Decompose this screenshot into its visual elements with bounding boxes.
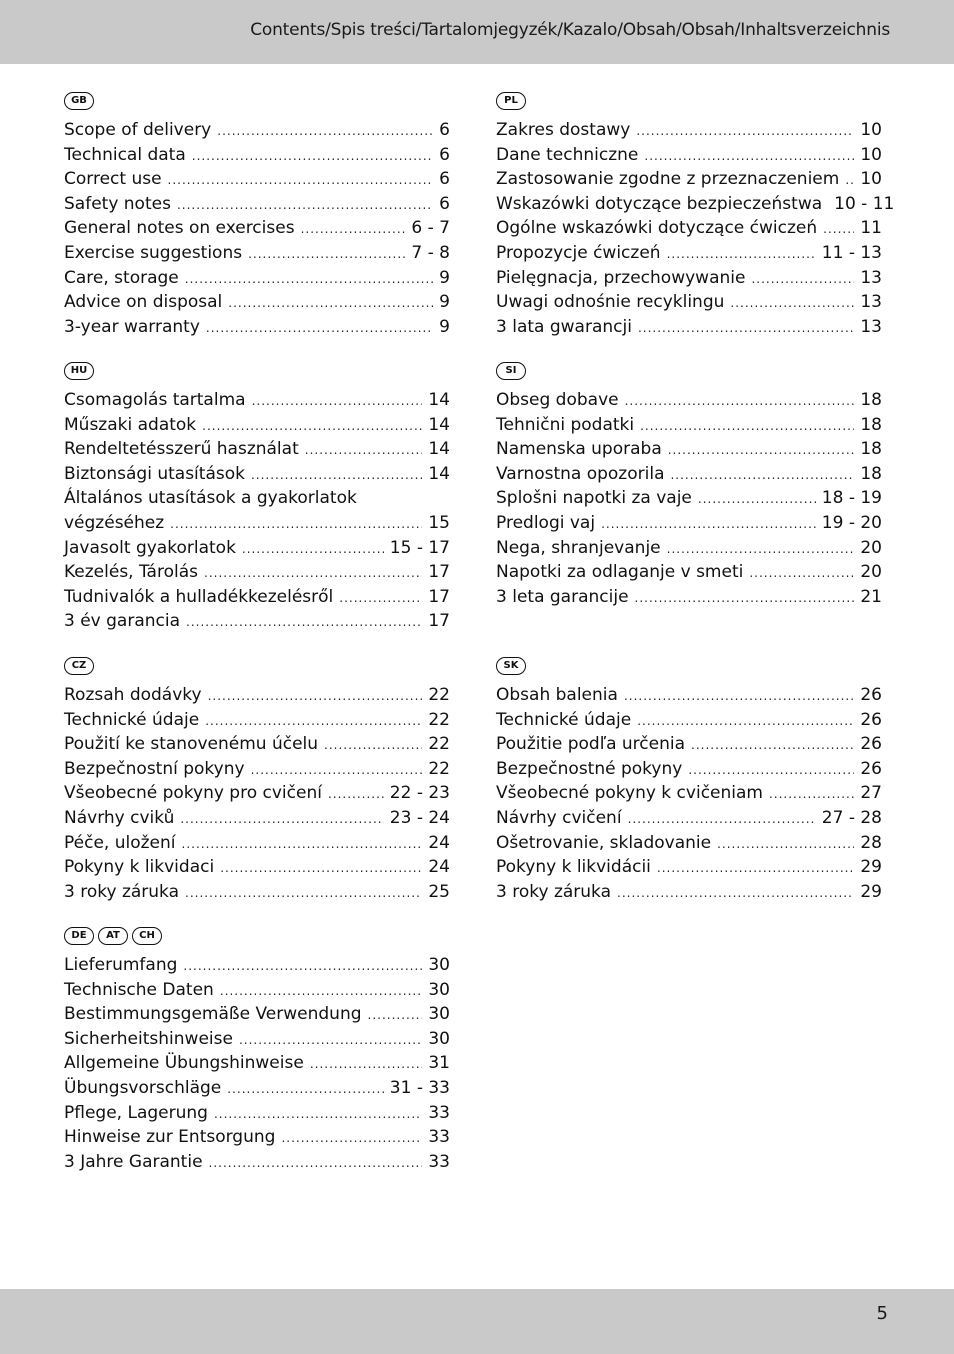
language-badge: PL xyxy=(496,92,526,110)
toc-entry-page: 9 xyxy=(439,267,450,288)
toc-entry-label: 3 roky záruka xyxy=(496,881,612,902)
toc-entry-page: 30 xyxy=(428,1028,450,1049)
toc-entry-page: 20 xyxy=(860,537,882,558)
toc-entry xyxy=(64,194,450,219)
toc-list xyxy=(64,955,450,1176)
toc-entry xyxy=(64,1152,450,1177)
toc-entry xyxy=(496,783,882,808)
toc-entry xyxy=(496,145,882,170)
toc-entry xyxy=(496,464,882,489)
toc-list xyxy=(496,685,882,906)
toc-entry-page: 27 - 28 xyxy=(821,807,882,828)
toc-entry-label: Általános utasítások a gyakorlatok xyxy=(64,488,357,509)
toc-entry-label: Péče, uložení xyxy=(64,832,176,853)
dot-leader xyxy=(170,517,422,531)
toc-entry-page: 26 xyxy=(860,758,882,779)
toc-entry-label: Návrhy cvičení xyxy=(496,807,622,828)
dot-leader xyxy=(183,959,422,973)
toc-entry-page: 28 xyxy=(860,832,882,853)
toc-entry xyxy=(496,857,882,882)
page-number: 5 xyxy=(876,1303,888,1324)
dot-leader xyxy=(220,984,423,998)
toc-entry-page: 30 xyxy=(428,1004,450,1025)
toc-entry-label: Allgemeine Übungshinweise xyxy=(64,1053,304,1074)
language-badge: AT xyxy=(98,927,128,945)
dot-leader xyxy=(617,886,854,900)
toc-entry-page: 27 xyxy=(860,783,882,804)
language-badge: HU xyxy=(64,362,94,380)
toc-entry-label: General notes on exercises xyxy=(64,218,295,239)
dot-leader xyxy=(635,591,855,605)
dot-leader xyxy=(670,468,854,482)
toc-entry-label: Technische Daten xyxy=(64,979,214,1000)
toc-entry-label: Bestimmungsgemäße Verwendung xyxy=(64,1004,362,1025)
dot-leader xyxy=(251,468,422,482)
toc-entry-page: 18 xyxy=(860,463,882,484)
toc-entry xyxy=(496,587,882,612)
toc-entry xyxy=(496,833,882,858)
toc-entry-label: Obseg dobave xyxy=(496,390,619,410)
dot-leader xyxy=(640,419,854,433)
dot-leader xyxy=(638,321,854,335)
toc-entry-label: Varnostna opozorila xyxy=(496,463,665,484)
dot-leader xyxy=(180,812,383,826)
dot-leader xyxy=(185,886,422,900)
dot-leader xyxy=(239,1033,422,1047)
toc-entry xyxy=(496,685,882,710)
dot-leader xyxy=(228,296,433,310)
toc-entry-label: Všeobecné pokyny pro cvičení xyxy=(64,783,322,804)
toc-entry-page: 14 xyxy=(428,463,450,484)
toc-list xyxy=(496,120,895,341)
toc-entry-label: 3 leta garancije xyxy=(496,586,629,607)
toc-entry-page: 26 xyxy=(860,734,882,755)
toc-entry-label: Correct use xyxy=(64,169,162,190)
toc-entry-page: 29 xyxy=(860,857,882,878)
toc-entry-label: Pokyny k likvidaci xyxy=(64,857,215,878)
toc-entry-page: 13 xyxy=(860,292,882,313)
section-si xyxy=(496,362,882,611)
dot-leader xyxy=(636,124,854,138)
dot-leader xyxy=(601,517,816,531)
toc-entry-page: 25 xyxy=(428,881,450,902)
toc-entry-label: Zastosowanie zgodne z przeznaczeniem xyxy=(496,169,840,190)
toc-entry-page: 22 xyxy=(428,709,450,730)
toc-entry-label: végzéséhez xyxy=(64,512,165,533)
toc-entry-label: Technické údaje xyxy=(496,709,632,730)
dot-leader xyxy=(698,492,816,506)
toc-entry-page: 20 xyxy=(860,562,882,583)
toc-entry xyxy=(496,759,882,784)
toc-entry-page: 7 - 8 xyxy=(411,242,450,263)
toc-list xyxy=(64,120,450,341)
toc-entry xyxy=(64,882,450,907)
toc-entry xyxy=(496,268,882,293)
toc-entry-label: Použitie podľa určenia xyxy=(496,734,686,755)
toc-entry-label: Pokyny k likvidácii xyxy=(496,857,651,878)
toc-entry xyxy=(64,145,450,170)
toc-entry xyxy=(64,1103,450,1128)
toc-entry xyxy=(496,292,882,317)
section-gb xyxy=(64,92,450,341)
toc-entry-page: 6 - 7 xyxy=(411,218,450,239)
language-badge: CZ xyxy=(64,657,94,675)
toc-entry-page: 18 - 19 xyxy=(821,488,882,509)
toc-entry-label: Návrhy cviků xyxy=(64,807,175,828)
toc-entry xyxy=(496,218,882,243)
dot-leader xyxy=(769,787,854,801)
toc-entry-page: 30 xyxy=(428,955,450,975)
dot-leader xyxy=(637,714,854,728)
toc-entry xyxy=(64,464,450,489)
toc-entry-label: Kezelés, Tárolás xyxy=(64,562,198,583)
toc-entry-page: 22 xyxy=(428,685,450,705)
toc-entry xyxy=(496,415,882,440)
toc-entry-page: 15 - 17 xyxy=(389,537,450,558)
dot-leader xyxy=(186,615,422,629)
toc-entry xyxy=(64,759,450,784)
toc-entry-page: 21 xyxy=(860,586,882,607)
toc-entry xyxy=(64,1029,450,1054)
toc-entry-label: Použití ke stanovenému účelu xyxy=(64,734,319,755)
toc-entry-label: Hinweise zur Entsorgung xyxy=(64,1127,276,1148)
dot-leader xyxy=(328,787,384,801)
dot-leader xyxy=(644,149,854,163)
toc-entry-label: Lieferumfang xyxy=(64,955,178,975)
page-title: Contents/Spis treści/Tartalomjegyzék/Kazalo/Obsah/Obsah/Inhaltsverzeichnis xyxy=(250,20,890,40)
toc-entry xyxy=(64,955,450,980)
language-badges xyxy=(496,657,882,679)
toc-entry xyxy=(64,857,450,882)
toc-entry-page: 22 - 23 xyxy=(389,783,450,804)
toc-entry-label: Všeobecné pokyny k cvičeniam xyxy=(496,783,763,804)
language-badges xyxy=(64,927,450,949)
toc-entry xyxy=(64,833,450,858)
toc-entry-page: 17 xyxy=(428,562,450,583)
toc-entry-label: Bezpečnostné pokyny xyxy=(496,758,683,779)
toc-entry-label: Pielęgnacja, przechowywanie xyxy=(496,267,746,288)
dot-leader xyxy=(657,861,854,875)
toc-entry-label: Technické údaje xyxy=(64,709,200,730)
toc-entry xyxy=(496,317,882,342)
toc-entry-label: 3 év garancia xyxy=(64,611,181,632)
toc-entry-page: 17 xyxy=(428,611,450,632)
toc-entry-page: 14 xyxy=(428,439,450,460)
dot-leader xyxy=(177,198,433,212)
toc-entry-page: 11 - 13 xyxy=(821,242,882,263)
language-badge: GB xyxy=(64,92,94,110)
toc-entry xyxy=(496,734,882,759)
toc-entry-page: 9 xyxy=(439,292,450,313)
dot-leader xyxy=(220,861,422,875)
dot-leader xyxy=(688,763,854,777)
toc-entry-label: Napotki za odlaganje v smeti xyxy=(496,562,744,583)
toc-entry xyxy=(64,169,450,194)
toc-entry-page: 10 - 11 xyxy=(834,193,895,214)
dot-leader xyxy=(204,566,422,580)
toc-entry-label: Biztonsági utasítások xyxy=(64,463,245,484)
dot-leader xyxy=(192,149,433,163)
toc-entry xyxy=(64,292,450,317)
toc-entry xyxy=(496,390,882,415)
toc-entry-page: 26 xyxy=(860,685,882,705)
dot-leader xyxy=(242,542,384,556)
toc-entry-page: 33 xyxy=(428,1151,450,1172)
toc-entry-label: Technical data xyxy=(64,144,186,165)
dot-leader xyxy=(217,124,433,138)
toc-entry-label: 3-year warranty xyxy=(64,316,200,337)
toc-entry-page: 19 - 20 xyxy=(821,512,882,533)
toc-entry-page: 10 xyxy=(860,120,882,140)
toc-entry-label: Wskazówki dotyczące bezpieczeństwa xyxy=(496,193,823,214)
toc-entry-page: 29 xyxy=(860,881,882,902)
toc-entry-page: 24 xyxy=(428,832,450,853)
toc-entry-label: Csomagolás tartalma xyxy=(64,390,246,410)
toc-entry xyxy=(64,1004,450,1029)
toc-entry xyxy=(496,243,882,268)
toc-entry-label: Zakres dostawy xyxy=(496,120,631,140)
toc-entry xyxy=(64,734,450,759)
language-badge: SI xyxy=(496,362,526,380)
toc-entry xyxy=(64,488,450,513)
toc-entry-label: Nega, shranjevanje xyxy=(496,537,661,558)
toc-entry xyxy=(64,218,450,243)
toc-entry-page: 11 xyxy=(860,218,882,239)
header-bar xyxy=(0,0,954,64)
dot-leader xyxy=(668,443,855,457)
toc-entry-label: Splošni napotki za vaje xyxy=(496,488,692,509)
toc-entry-label: Rendeltetésszerű használat xyxy=(64,439,299,460)
toc-entry-page: 24 xyxy=(428,857,450,878)
dot-leader xyxy=(691,738,854,752)
dot-leader xyxy=(667,247,816,261)
dot-leader xyxy=(206,321,433,335)
toc-entry-label: Safety notes xyxy=(64,193,171,214)
toc-entry xyxy=(64,808,450,833)
toc-entry-page: 18 xyxy=(860,414,882,435)
section-cz xyxy=(64,657,450,906)
dot-leader xyxy=(730,296,854,310)
toc-entry-label: 3 roky záruka xyxy=(64,881,180,902)
toc-entry-label: Advice on disposal xyxy=(64,292,223,313)
toc-entry xyxy=(64,243,450,268)
toc-entry xyxy=(64,317,450,342)
toc-entry-label: Übungsvorschläge xyxy=(64,1077,222,1098)
toc-entry-page: 15 xyxy=(428,512,450,533)
toc-entry-label: Rozsah dodávky xyxy=(64,685,202,705)
dot-leader xyxy=(310,1057,423,1071)
toc-entry-label: Bezpečnostní pokyny xyxy=(64,758,245,779)
toc-entry xyxy=(496,538,882,563)
dot-leader xyxy=(749,566,854,580)
toc-entry-page: 6 xyxy=(439,193,450,214)
dot-leader xyxy=(368,1008,423,1022)
toc-entry xyxy=(64,439,450,464)
toc-entry-page: 6 xyxy=(439,120,450,140)
dot-leader xyxy=(324,738,422,752)
dot-leader xyxy=(339,591,422,605)
toc-list xyxy=(496,390,882,611)
toc-entry-page: 22 xyxy=(428,734,450,755)
toc-entry-page: 26 xyxy=(860,709,882,730)
language-badges xyxy=(496,362,882,384)
toc-entry-page: 6 xyxy=(439,144,450,165)
dot-leader xyxy=(202,419,422,433)
dot-leader xyxy=(248,247,405,261)
toc-entry-label: 3 Jahre Garantie xyxy=(64,1151,203,1172)
dot-leader xyxy=(845,173,854,187)
toc-entry xyxy=(496,439,882,464)
dot-leader xyxy=(208,689,423,703)
toc-entry-page: 31 xyxy=(428,1053,450,1074)
toc-entry-label: Propozycje ćwiczeń xyxy=(496,242,661,263)
dot-leader xyxy=(209,1156,423,1170)
toc-entry-label: Pflege, Lagerung xyxy=(64,1102,208,1123)
toc-entry xyxy=(64,783,450,808)
dot-leader xyxy=(252,394,423,408)
toc-entry-page: 14 xyxy=(428,414,450,435)
language-badges xyxy=(496,92,882,114)
toc-entry-label: Namenska uporaba xyxy=(496,439,662,460)
toc-entry-label: Scope of delivery xyxy=(64,120,212,140)
toc-entry xyxy=(64,1127,450,1152)
dot-leader xyxy=(667,542,855,556)
toc-entry xyxy=(496,513,882,538)
language-badge: DE xyxy=(64,927,94,945)
section-pl xyxy=(496,92,895,341)
toc-entry xyxy=(64,268,450,293)
dot-leader xyxy=(185,272,433,286)
toc-entry xyxy=(64,538,450,563)
toc-entry-page: 33 xyxy=(428,1127,450,1148)
toc-entry xyxy=(64,587,450,612)
dot-leader xyxy=(625,394,855,408)
dot-leader xyxy=(823,222,854,236)
toc-entry-label: Tehnični podatki xyxy=(496,414,635,435)
toc-entry xyxy=(496,710,882,735)
toc-entry xyxy=(496,562,882,587)
language-badges xyxy=(64,362,450,384)
dot-leader xyxy=(717,837,854,851)
dot-leader xyxy=(205,714,422,728)
toc-entry-page: 10 xyxy=(860,169,882,190)
toc-entry xyxy=(64,980,450,1005)
toc-entry-page: 6 xyxy=(439,169,450,190)
section-sk xyxy=(496,657,882,906)
toc-entry xyxy=(64,710,450,735)
dot-leader xyxy=(301,222,406,236)
toc-entry-page: 23 - 24 xyxy=(389,807,450,828)
toc-entry xyxy=(496,169,882,194)
toc-entry-label: 3 lata gwarancji xyxy=(496,316,632,337)
dot-leader xyxy=(628,812,816,826)
toc-entry xyxy=(496,808,882,833)
section-hu xyxy=(64,362,450,636)
toc-entry-label: Javasolt gyakorlatok xyxy=(64,537,236,558)
toc-entry-label: Műszaki adatok xyxy=(64,414,197,435)
toc-entry-label: Predlogi vaj xyxy=(496,512,596,533)
toc-entry xyxy=(64,562,450,587)
toc-entry-page: 13 xyxy=(860,316,882,337)
toc-list xyxy=(64,390,450,636)
section-de xyxy=(64,927,450,1176)
language-badge: CH xyxy=(132,927,162,945)
dot-leader xyxy=(182,837,423,851)
toc-entry xyxy=(496,120,882,145)
toc-entry-label: Care, storage xyxy=(64,267,179,288)
toc-entry-label: Exercise suggestions xyxy=(64,242,243,263)
footer-bar xyxy=(0,1289,954,1354)
toc-entry-page: 22 xyxy=(428,758,450,779)
toc-entry-label: Ošetrovanie, skladovanie xyxy=(496,832,712,853)
toc-entry-page: 14 xyxy=(428,390,450,410)
toc-entry-page: 10 xyxy=(860,144,882,165)
toc-entry-label: Uwagi odnośnie recyklingu xyxy=(496,292,725,313)
toc-entry-label: Tudnivalók a hulladékkezelésről xyxy=(64,586,334,607)
language-badge: SK xyxy=(496,657,526,675)
toc-entry-page: 33 xyxy=(428,1102,450,1123)
dot-leader xyxy=(305,443,423,457)
toc-entry-label: Ogólne wskazówki dotyczące ćwiczeń xyxy=(496,218,818,239)
toc-entry xyxy=(496,193,895,219)
toc-entry-label: Sicherheitshinweise xyxy=(64,1028,233,1049)
toc-entry-label: Dane techniczne xyxy=(496,144,639,165)
dot-leader xyxy=(168,173,434,187)
dot-leader xyxy=(227,1082,384,1096)
toc-entry-label: Obsah balenia xyxy=(496,685,618,705)
dot-leader xyxy=(214,1107,422,1121)
toc-entry-page: 17 xyxy=(428,586,450,607)
toc-entry xyxy=(64,513,450,538)
toc-entry xyxy=(64,685,450,710)
toc-entry-page: 13 xyxy=(860,267,882,288)
toc-entry-page: 9 xyxy=(439,316,450,337)
toc-entry-page: 18 xyxy=(860,390,882,410)
toc-entry xyxy=(64,1078,450,1103)
toc-entry xyxy=(64,1053,450,1078)
dot-leader xyxy=(251,763,423,777)
toc-entry xyxy=(64,415,450,440)
toc-list xyxy=(64,685,450,906)
language-badges xyxy=(64,657,450,679)
toc-entry xyxy=(496,882,882,907)
toc-entry xyxy=(64,611,450,636)
toc-entry xyxy=(496,488,882,513)
language-badges xyxy=(64,92,450,114)
dot-leader xyxy=(624,689,854,703)
toc-entry-page: 18 xyxy=(860,439,882,460)
dot-leader xyxy=(281,1131,422,1145)
toc-entry-page: 31 - 33 xyxy=(389,1077,450,1098)
toc-entry xyxy=(64,390,450,415)
toc-entry-page: 30 xyxy=(428,979,450,1000)
toc-entry xyxy=(64,120,450,145)
dot-leader xyxy=(751,272,854,286)
